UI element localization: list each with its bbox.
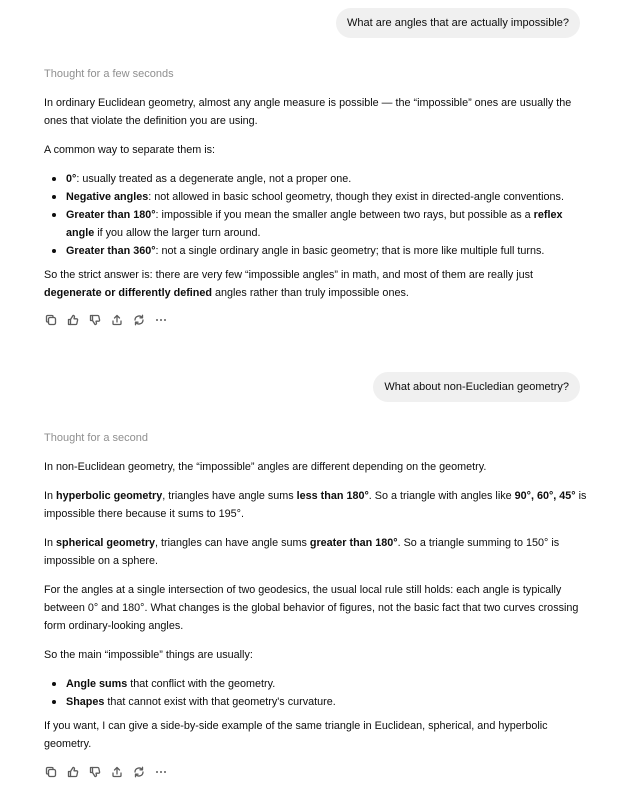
thumbs-down-icon[interactable] xyxy=(88,313,101,326)
list-item: 0°: usually treated as a degenerate angle, not a proper one. xyxy=(44,170,589,188)
message-action-bar xyxy=(44,313,167,326)
paragraph: In non-Euclidean geometry, the “impossible” angles are different depending on the geometry. xyxy=(44,461,487,473)
paragraph: In spherical geometry, triangles can have angle sums greater than 180°. So a triangle summing to 150° is impossible on a sphere. xyxy=(44,537,560,567)
thumbs-down-icon[interactable] xyxy=(88,765,101,778)
paragraph: So the main “impossible” things are usually: xyxy=(44,649,253,661)
thought-indicator[interactable]: Thought for a few seconds xyxy=(44,68,174,80)
list-item: Greater than 180°: impossible if you mean the smaller angle between two rays, but possible as a reflex angle if you allow the larger turn around. xyxy=(44,206,589,242)
paragraph: For the angles at a single intersection of two geodesics, the usual local rule still holds: each angle is typically between 0° and 180°. What changes is the global behavior of figures, not the basic fact that two curves crossing form ordinary-looking angles. xyxy=(44,584,579,632)
thumbs-up-icon[interactable] xyxy=(66,313,79,326)
paragraph: If you want, I can give a side-by-side example of the same triangle in Euclidean, spherical, and hyperbolic geometry. xyxy=(44,720,548,750)
regenerate-icon[interactable] xyxy=(132,313,145,326)
more-icon[interactable] xyxy=(154,313,167,326)
list-item: Negative angles: not allowed in basic school geometry, though they exist in directed-angle conventions. xyxy=(44,188,589,206)
copy-icon[interactable] xyxy=(44,313,57,326)
bullet-list xyxy=(44,675,589,711)
list-item: Angle sums that conflict with the geometry. xyxy=(44,675,589,693)
user-message xyxy=(336,8,580,38)
assistant-message xyxy=(44,66,589,302)
user-message-text: What are angles that are actually impossible? xyxy=(347,17,569,29)
copy-icon[interactable] xyxy=(44,765,57,778)
more-icon[interactable] xyxy=(154,765,167,778)
paragraph: A common way to separate them is: xyxy=(44,144,216,156)
user-message xyxy=(373,372,580,402)
share-icon[interactable] xyxy=(110,313,123,326)
assistant-message xyxy=(44,430,589,753)
regenerate-icon[interactable] xyxy=(132,765,145,778)
paragraph: In hyperbolic geometry, triangles have angle sums less than 180°. So a triangle with angles like 90°, 60°, 45° is impossible there because it sums to 195°. xyxy=(44,490,587,520)
share-icon[interactable] xyxy=(110,765,123,778)
user-message-text: What about non-Eucledian geometry? xyxy=(384,381,569,393)
paragraph: In ordinary Euclidean geometry, almost any angle measure is possible — the “impossible” ones are usually the ones that violate the definition you are using. xyxy=(44,97,572,127)
thought-indicator[interactable]: Thought for a second xyxy=(44,432,148,444)
thumbs-up-icon[interactable] xyxy=(66,765,79,778)
bullet-list xyxy=(44,170,589,260)
list-item: Shapes that cannot exist with that geometry's curvature. xyxy=(44,693,589,711)
list-item: Greater than 360°: not a single ordinary angle in basic geometry; that is more like multiple full turns. xyxy=(44,242,589,260)
paragraph: So the strict answer is: there are very few “impossible angles” in math, and most of them are really just degenerate or differently defined angles rather than truly impossible ones. xyxy=(44,269,534,299)
message-action-bar xyxy=(44,765,167,778)
